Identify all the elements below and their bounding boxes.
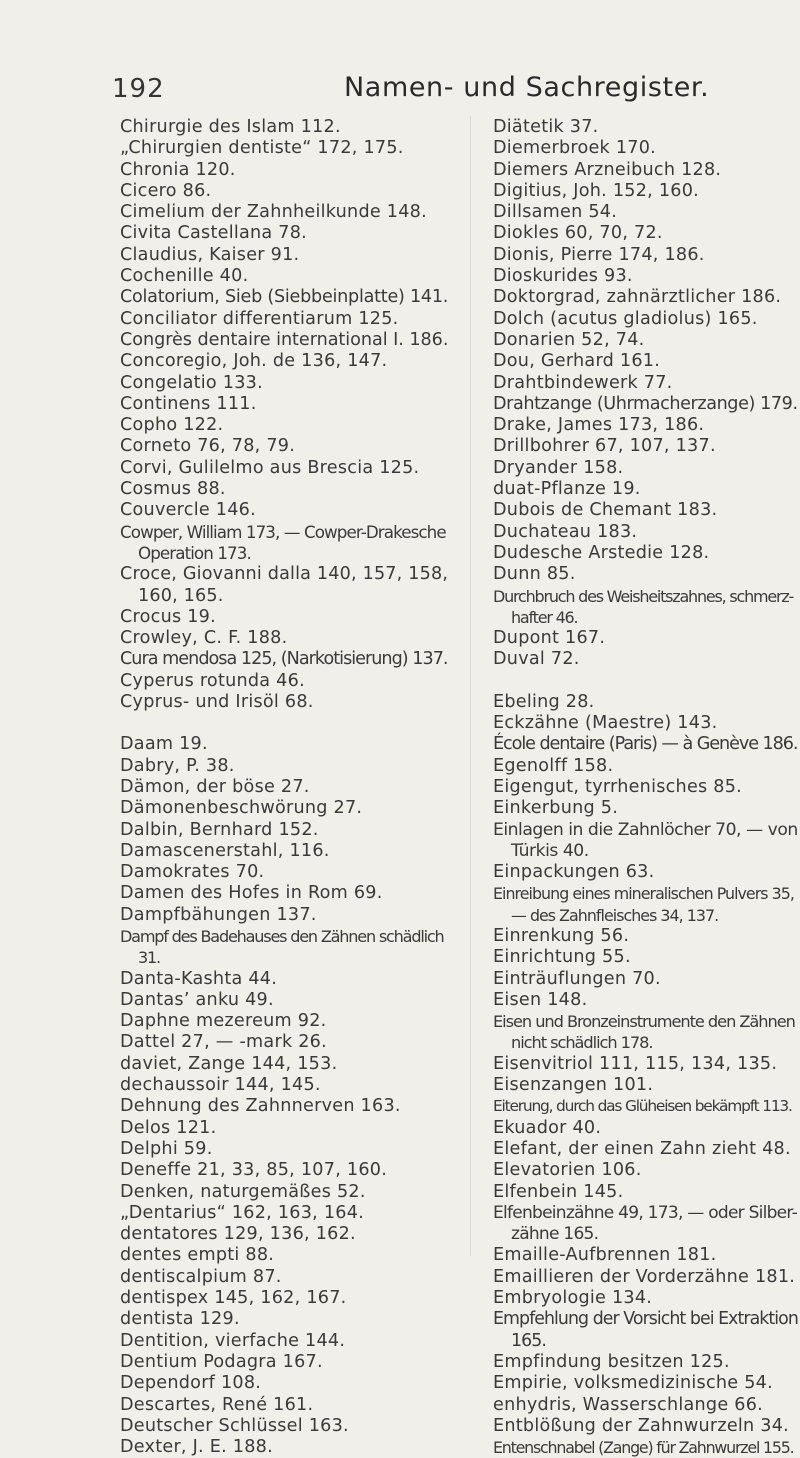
index-entry-line: Crowley, C. F. 188. bbox=[120, 628, 288, 649]
index-entry-line: Cyprus- und Irisöl 68. bbox=[120, 692, 314, 713]
index-entry-line: Türkis 40. bbox=[511, 840, 589, 861]
index-entry-line: Dabry, P. 38. bbox=[120, 755, 235, 776]
index-entry-line: Delphi 59. bbox=[120, 1138, 213, 1159]
index-entry bbox=[493, 1054, 798, 1075]
index-entry bbox=[120, 1182, 448, 1203]
index-entry-line: Dillsamen 54. bbox=[493, 202, 618, 223]
index-entry bbox=[493, 1182, 798, 1203]
index-entry-line: Empirie, volksmedizinische 54. bbox=[493, 1373, 773, 1394]
index-entry-line: Entblößung der Zahnwurzeln 34. bbox=[493, 1415, 790, 1436]
index-entry bbox=[120, 1267, 448, 1288]
index-entry bbox=[493, 1203, 798, 1246]
index-entry bbox=[120, 607, 448, 628]
index-entry-line: Congelatio 133. bbox=[120, 372, 263, 393]
index-entry bbox=[120, 820, 448, 841]
index-entry bbox=[493, 1245, 798, 1266]
index-entry-line: Diätetik 37. bbox=[493, 117, 599, 137]
index-entry-line: Chirurgie des Islam 112. bbox=[120, 117, 341, 137]
index-entry bbox=[120, 1245, 448, 1266]
index-entry-line: hafter 46. bbox=[511, 607, 578, 627]
index-entry-line: Eckzähne (Maestre) 143. bbox=[493, 713, 718, 734]
index-entry-line: Corneto 76, 78, 79. bbox=[120, 436, 296, 457]
index-entry-line: Denken, naturgemäßes 52. bbox=[120, 1181, 366, 1202]
index-entry-line: Emaillieren der Vorderzähne 181. bbox=[493, 1266, 796, 1287]
index-entry-line: Eigengut, tyrrhenisches 85. bbox=[493, 776, 743, 797]
index-entry bbox=[493, 756, 798, 777]
index-entry-line: Dattel 27, — -mark 26. bbox=[120, 1032, 327, 1053]
index-entry-line: Concoregio, Joh. de 136, 147. bbox=[120, 351, 388, 372]
index-entry-line: Entenschnabel (Zange) für Zahnwurzel 155. bbox=[493, 1438, 794, 1458]
index-entry bbox=[493, 1118, 798, 1139]
index-entry-line: Damen des Hofes in Rom 69. bbox=[120, 883, 383, 904]
index-entry bbox=[493, 1416, 798, 1437]
index-entry bbox=[493, 458, 798, 479]
index-entry bbox=[493, 543, 798, 564]
index-entry-line: Dubois de Chemant 183. bbox=[493, 500, 718, 521]
index-entry bbox=[493, 266, 798, 287]
index-entry bbox=[493, 1075, 798, 1096]
index-entry-line: dentispex 145, 162, 167. bbox=[120, 1288, 347, 1309]
index-entry bbox=[493, 160, 798, 181]
index-entry bbox=[493, 926, 798, 947]
index-entry-line: Daphne mezereum 92. bbox=[120, 1011, 327, 1032]
index-entry bbox=[120, 1437, 448, 1458]
index-entry-line: Cura mendosa 125, (Narkotisierung) 137. bbox=[120, 649, 448, 670]
index-entry bbox=[120, 1011, 448, 1032]
index-entry bbox=[120, 1139, 448, 1160]
index-entry-line: Danta-Kashta 44. bbox=[120, 968, 278, 989]
index-entry-line: Drillbohrer 67, 107, 137. bbox=[493, 436, 716, 457]
index-entry bbox=[120, 330, 448, 351]
index-entry bbox=[120, 245, 448, 266]
index-entry bbox=[493, 373, 798, 394]
index-entry bbox=[120, 1373, 448, 1394]
index-entry-line: dentista 129. bbox=[120, 1309, 240, 1330]
index-entry-line: Corvi, Gulilelmo aus Brescia 125. bbox=[120, 457, 420, 478]
index-entry bbox=[120, 1352, 448, 1373]
index-entry-line: 165. bbox=[511, 1330, 546, 1351]
index-entry-line: École dentaire (Paris) — à Genève 186. bbox=[493, 734, 798, 755]
index-entry-line: Digitius, Joh. 152, 160. bbox=[493, 180, 700, 201]
index-entry bbox=[493, 1139, 798, 1160]
index-entry bbox=[493, 586, 798, 629]
index-entry bbox=[493, 628, 798, 649]
index-entry bbox=[120, 1416, 448, 1437]
index-entry bbox=[120, 926, 448, 969]
index-entry-line: daviet, Zange 144, 153. bbox=[120, 1053, 338, 1074]
index-entry-line: Einlagen in die Zahnlöcher 70, — von bbox=[493, 819, 798, 840]
index-entry-line: Dunn 85. bbox=[493, 564, 576, 585]
index-entry-line: Delos 121. bbox=[120, 1117, 217, 1138]
index-entry-line: Dämon, der böse 27. bbox=[120, 776, 310, 797]
index-entry bbox=[120, 479, 448, 500]
index-entry bbox=[493, 564, 798, 585]
index-entry-line: Dioskurides 93. bbox=[493, 266, 633, 287]
index-entry-line: Dehnung des Zahnnerven 163. bbox=[120, 1096, 401, 1117]
index-entry-line: Dexter, J. E. 188. bbox=[120, 1437, 273, 1458]
index-entry-line: Dalbin, Bernhard 152. bbox=[120, 819, 319, 840]
index-entry-line: Einrenkung 56. bbox=[493, 925, 630, 946]
index-entry bbox=[493, 649, 798, 670]
index-entry bbox=[493, 394, 798, 415]
index-entry bbox=[493, 330, 798, 351]
index-entry bbox=[493, 1011, 798, 1054]
running-head: Namen- und Sachregister. bbox=[344, 72, 710, 103]
index-entry-line: Cicero 86. bbox=[120, 180, 212, 201]
index-entry-line: Eisenvitriol 111, 115, 134, 135. bbox=[493, 1053, 778, 1074]
index-entry-line: Ebeling 28. bbox=[493, 691, 595, 712]
index-entry-line: Conciliator differentiarum 125. bbox=[120, 308, 399, 329]
index-entry bbox=[120, 905, 448, 926]
index-entry-line: Croce, Giovanni dalla 140, 157, 158, bbox=[120, 564, 449, 585]
index-entry bbox=[120, 1032, 448, 1053]
index-entry-line: Chronia 120. bbox=[120, 159, 236, 180]
index-entry bbox=[493, 117, 798, 138]
index-entry bbox=[120, 1224, 448, 1245]
index-entry-line: Damokrates 70. bbox=[120, 862, 265, 883]
index-entry bbox=[120, 181, 448, 202]
index-entry-line: Cyperus rotunda 46. bbox=[120, 670, 305, 691]
index-entry-line: Civita Castellana 78. bbox=[120, 223, 308, 244]
index-entry-line: Durchbruch des Weisheitszahnes, schmerz- bbox=[493, 586, 794, 606]
index-entry-line: Eisen und Bronzeinstrumente den Zähnen bbox=[493, 1012, 795, 1032]
index-entry bbox=[493, 1267, 798, 1288]
index-entry-line: Continens 111. bbox=[120, 393, 257, 414]
right-column bbox=[493, 117, 798, 1458]
index-entry-line: dentes empti 88. bbox=[120, 1245, 275, 1266]
index-entry bbox=[493, 883, 798, 926]
index-entry bbox=[493, 415, 798, 436]
index-entry-line: duat-Pflanze 19. bbox=[493, 479, 641, 500]
index-entry bbox=[120, 990, 448, 1011]
index-entry-line: Congrès dentaire international I. 186. bbox=[120, 329, 449, 350]
section-gap bbox=[493, 671, 798, 692]
index-entry bbox=[120, 841, 448, 862]
index-entry bbox=[120, 117, 448, 138]
index-entry bbox=[493, 990, 798, 1011]
index-entry bbox=[493, 287, 798, 308]
index-entry-line: Dampfbähungen 137. bbox=[120, 904, 317, 925]
index-entry-line: Cimelium der Zahnheilkunde 148. bbox=[120, 202, 427, 223]
index-entry bbox=[493, 1309, 798, 1352]
index-entry-line: Damascenerstahl, 116. bbox=[120, 840, 330, 861]
index-entry-line: Eisen 148. bbox=[493, 989, 588, 1010]
index-entry bbox=[120, 1395, 448, 1416]
index-entry-line: Duchateau 183. bbox=[493, 521, 638, 542]
index-entry bbox=[120, 522, 448, 565]
index-entry-line: 31. bbox=[138, 948, 160, 968]
index-entry bbox=[493, 1352, 798, 1373]
index-entry bbox=[120, 1118, 448, 1139]
index-entry-line: Diemerbroek 170. bbox=[493, 138, 657, 159]
index-entry bbox=[120, 309, 448, 330]
index-entry-line: Duval 72. bbox=[493, 649, 580, 670]
index-entry bbox=[120, 138, 448, 159]
index-entry bbox=[120, 202, 448, 223]
index-entry bbox=[493, 500, 798, 521]
index-entry-line: 160, 165. bbox=[138, 585, 224, 606]
index-entry bbox=[120, 394, 448, 415]
index-entry bbox=[120, 734, 448, 755]
index-entry-line: Deutscher Schlüssel 163. bbox=[120, 1415, 349, 1436]
index-entry-line: Einrichtung 55. bbox=[493, 947, 631, 968]
index-entry bbox=[493, 1437, 798, 1458]
index-entry bbox=[120, 1096, 448, 1117]
index-entry-line: Dionis, Pierre 174, 186. bbox=[493, 244, 705, 265]
index-entry-line: Doktorgrad, zahnärztlicher 186. bbox=[493, 287, 782, 308]
index-entry bbox=[493, 1395, 798, 1416]
index-entry-line: Dryander 158. bbox=[493, 457, 624, 478]
index-entry bbox=[120, 287, 448, 308]
index-entry-line: Daam 19. bbox=[120, 734, 208, 755]
index-entry-line: Copho 122. bbox=[120, 415, 224, 436]
index-entry-line: Dämonenbeschwörung 27. bbox=[120, 798, 363, 819]
index-entry-line: Elfenbein 145. bbox=[493, 1181, 624, 1202]
index-entry-line: Drahtzange (Uhrmacherzange) 179. bbox=[493, 393, 798, 414]
index-entry bbox=[493, 202, 798, 223]
index-entry bbox=[120, 969, 448, 990]
index-entry-line: Operation 173. bbox=[138, 542, 251, 563]
index-entry-line: Drahtbindewerk 77. bbox=[493, 372, 673, 393]
index-entry bbox=[120, 160, 448, 181]
index-entry-line: Einkerbung 5. bbox=[493, 798, 619, 819]
index-entry bbox=[493, 522, 798, 543]
index-entry bbox=[120, 500, 448, 521]
index-entry-line: Eisenzangen 101. bbox=[493, 1075, 654, 1096]
index-entry-line: Dependorf 108. bbox=[120, 1373, 262, 1394]
index-entry bbox=[493, 1288, 798, 1309]
index-entry-line: Einträuflungen 70. bbox=[493, 968, 661, 989]
index-entry bbox=[493, 245, 798, 266]
index-entry-line: Donarien 52, 74. bbox=[493, 329, 645, 350]
index-entry bbox=[120, 415, 448, 436]
index-entry-line: dentatores 129, 136, 162. bbox=[120, 1224, 356, 1245]
section-gap bbox=[120, 713, 448, 734]
index-entry-line: „Dentarius“ 162, 163, 164. bbox=[120, 1202, 365, 1223]
index-entry-line: Cowper, William 173, — Cowper-Drakesche bbox=[120, 521, 446, 542]
index-entry bbox=[493, 436, 798, 457]
index-entry-line: enhydris, Wasserschlange 66. bbox=[493, 1394, 763, 1415]
index-entry-line: dechaussoir 144, 145. bbox=[120, 1075, 321, 1096]
left-column bbox=[120, 117, 448, 1458]
index-entry-line: „Chirurgien dentiste“ 172, 175. bbox=[120, 138, 404, 159]
index-entry bbox=[120, 1203, 448, 1224]
index-entry bbox=[120, 1331, 448, 1352]
index-entry-line: Dantas’ anku 49. bbox=[120, 989, 274, 1010]
index-entry bbox=[493, 862, 798, 883]
index-entry bbox=[120, 373, 448, 394]
index-entry-line: Eiterung, durch das Glüheisen bekämpft 113. bbox=[493, 1097, 792, 1116]
index-entry-line: Descartes, René 161. bbox=[120, 1394, 314, 1415]
index-entry bbox=[120, 458, 448, 479]
index-entry-line: Einpackungen 63. bbox=[493, 862, 655, 883]
index-entry-line: Empfehlung der Vorsicht bei Extraktion bbox=[493, 1309, 798, 1330]
index-entry-line: Dentium Podagra 167. bbox=[120, 1351, 323, 1372]
index-entry-line: Embryologie 134. bbox=[493, 1288, 653, 1309]
column-divider bbox=[470, 116, 471, 1256]
index-entry-line: Diemers Arzneibuch 128. bbox=[493, 159, 722, 180]
index-entry-line: Drake, James 173, 186. bbox=[493, 415, 705, 436]
index-entry-line: Dupont 167. bbox=[493, 628, 606, 649]
index-entry bbox=[120, 649, 448, 670]
index-entry bbox=[120, 671, 448, 692]
index-entry bbox=[120, 564, 448, 607]
index-entry-line: Elefant, der einen Zahn zieht 48. bbox=[493, 1138, 791, 1159]
index-entry-line: Crocus 19. bbox=[120, 606, 216, 627]
index-entry bbox=[493, 969, 798, 990]
index-entry-line: Couvercle 146. bbox=[120, 500, 256, 521]
index-entry-line: — des Zahnfleisches 34, 137. bbox=[511, 905, 719, 925]
index-entry bbox=[120, 223, 448, 244]
index-entry bbox=[493, 692, 798, 713]
index-entry bbox=[493, 734, 798, 755]
index-entry bbox=[120, 436, 448, 457]
index-entry-line: Einreibung eines mineralischen Pulvers 35, bbox=[493, 884, 794, 904]
index-entry-line: Cosmus 88. bbox=[120, 479, 226, 500]
index-entry bbox=[120, 756, 448, 777]
index-entry-line: Claudius, Kaiser 91. bbox=[120, 244, 300, 265]
index-entry bbox=[120, 1075, 448, 1096]
index-entry-line: Cochenille 40. bbox=[120, 266, 249, 287]
index-entry-line: Dou, Gerhard 161. bbox=[493, 351, 661, 372]
index-entry bbox=[493, 1096, 798, 1117]
index-entry bbox=[120, 1288, 448, 1309]
index-entry bbox=[120, 1054, 448, 1075]
index-entry bbox=[493, 351, 798, 372]
index-entry bbox=[120, 862, 448, 883]
index-entry-line: Dampf des Badehauses den Zähnen schädlich bbox=[120, 926, 444, 946]
index-entry-line: Diokles 60, 70, 72. bbox=[493, 223, 663, 244]
index-entry bbox=[493, 138, 798, 159]
index-entry bbox=[120, 628, 448, 649]
index-entry bbox=[120, 1160, 448, 1181]
index-entry bbox=[493, 820, 798, 863]
index-entry bbox=[120, 777, 448, 798]
index-entry bbox=[493, 1160, 798, 1181]
index-entry bbox=[120, 692, 448, 713]
index-entry bbox=[493, 1373, 798, 1394]
index-entry bbox=[493, 479, 798, 500]
index-entry-line: Dentition, vierfache 144. bbox=[120, 1330, 346, 1351]
index-entry bbox=[120, 351, 448, 372]
index-entry bbox=[493, 713, 798, 734]
index-entry bbox=[493, 777, 798, 798]
index-entry-line: Ekuador 40. bbox=[493, 1117, 602, 1138]
page-number: 192 bbox=[112, 74, 165, 104]
index-entry-line: Dolch (acutus gladiolus) 165. bbox=[493, 308, 758, 329]
index-entry bbox=[493, 947, 798, 968]
index-entry-line: Egenolff 158. bbox=[493, 755, 614, 776]
index-entry-line: dentiscalpium 87. bbox=[120, 1266, 282, 1287]
index-entry-line: zähne 165. bbox=[511, 1224, 599, 1245]
index-entry bbox=[493, 181, 798, 202]
index-entry-line: Colatorium, Sieb (Siebbeinplatte) 141. bbox=[120, 287, 449, 308]
index-entry bbox=[120, 266, 448, 287]
index-entry-line: nicht schädlich 178. bbox=[511, 1033, 653, 1053]
index-entry-line: Elevatorien 106. bbox=[493, 1160, 642, 1181]
index-entry bbox=[493, 798, 798, 819]
index-entry bbox=[120, 1309, 448, 1330]
index-entry bbox=[120, 883, 448, 904]
index-entry-line: Empfindung besitzen 125. bbox=[493, 1351, 730, 1372]
index-entry-line: Dudesche Arstedie 128. bbox=[493, 542, 710, 563]
index-entry bbox=[493, 309, 798, 330]
index-entry bbox=[120, 798, 448, 819]
index-entry-line: Emaille-Aufbrennen 181. bbox=[493, 1245, 717, 1266]
index-entry bbox=[493, 223, 798, 244]
index-entry-line: Elfenbeinzähne 49, 173, — oder Silber- bbox=[493, 1202, 797, 1223]
index-entry-line: Deneffe 21, 33, 85, 107, 160. bbox=[120, 1160, 388, 1181]
